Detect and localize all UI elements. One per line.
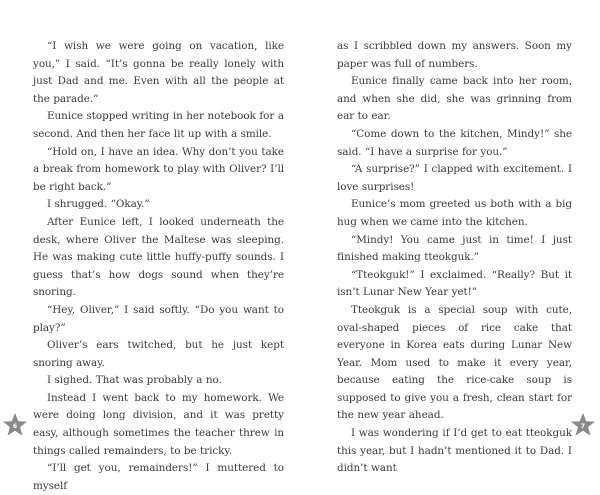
page-number: 6 bbox=[12, 422, 18, 430]
paragraph: “Come down to the kitchen, Mindy!” she said. “I have a surprise for you.” bbox=[337, 127, 572, 158]
paragraph: Instead I went back to my homework. We were doing long division, and it was pretty easy, although sometimes the teacher threw in things called remainders, to be tricky. bbox=[33, 391, 284, 457]
paragraph: “Hey, Oliver,” I said softly. “Do you want to play?” bbox=[33, 303, 284, 334]
paragraph: “I’ll get you, remainders!” I muttered to myself bbox=[33, 462, 284, 492]
paragraph: “Tteokguk!” I exclaimed. “Really? But it isn’t Lunar New Year yet!” bbox=[337, 268, 572, 299]
paragraph: “Mindy! You came just in time! I just finished making tteokguk.” bbox=[337, 233, 572, 264]
right-page bbox=[300, 0, 600, 475]
paragraph: “Hold on, I have an idea. Why don’t you take a break from homework to play with Oliver? I’ll be right back.” bbox=[33, 145, 284, 193]
paragraph: Oliver’s ears twitched, but he just kept snoring away. bbox=[33, 339, 284, 369]
paragraph: Eunice stopped writing in her notebook for a second. And then her face lit up with a smile. bbox=[33, 110, 284, 140]
left-page bbox=[0, 0, 300, 492]
paragraph: “I wish we were going on vacation, like you,” I said. “It’s gonna be really lonely with just Dad and me. Even with all the people at the parade.” bbox=[33, 40, 284, 105]
paragraph: I was wondering if I’d get to eat tteokguk this year, but I hadn’t mentioned it to Dad. I didn’t want bbox=[337, 427, 572, 475]
paragraph: Eunice finally came back into her room, and when she did, she was grinning from ear to ear. bbox=[337, 75, 572, 123]
paragraph: Tteokguk is a special soup with cute, oval-shaped pieces of rice cake that everyone in Korea eats during Lunar New Year. Mom used to make it every year, because eating the rice-cake soup is supposed to give you a fresh, clean start for the new year ahead. bbox=[337, 303, 572, 422]
page-number: 7 bbox=[580, 422, 586, 430]
paragraph: Eunice’s mom greeted us both with a big hug when we came into the kitchen. bbox=[337, 198, 572, 228]
paragraph: I shrugged. “Okay.” bbox=[47, 198, 150, 211]
page-number-badge-left bbox=[2, 412, 28, 438]
page-number-badge-right bbox=[570, 412, 596, 438]
paragraph: “A surprise?” I clapped with excitement. I love surprises! bbox=[337, 163, 572, 193]
paragraph: After Eunice left, I looked underneath the desk, where Oliver the Maltese was sleeping. He was making cute little huffy-puffy sounds. I guess that’s how dogs sound when they’re snoring. bbox=[33, 215, 284, 299]
paragraph: I sighed. That was probably a no. bbox=[47, 374, 222, 387]
paragraph-continuation: as I scribbled down my answers. Soon my paper was full of numbers. bbox=[337, 40, 572, 70]
